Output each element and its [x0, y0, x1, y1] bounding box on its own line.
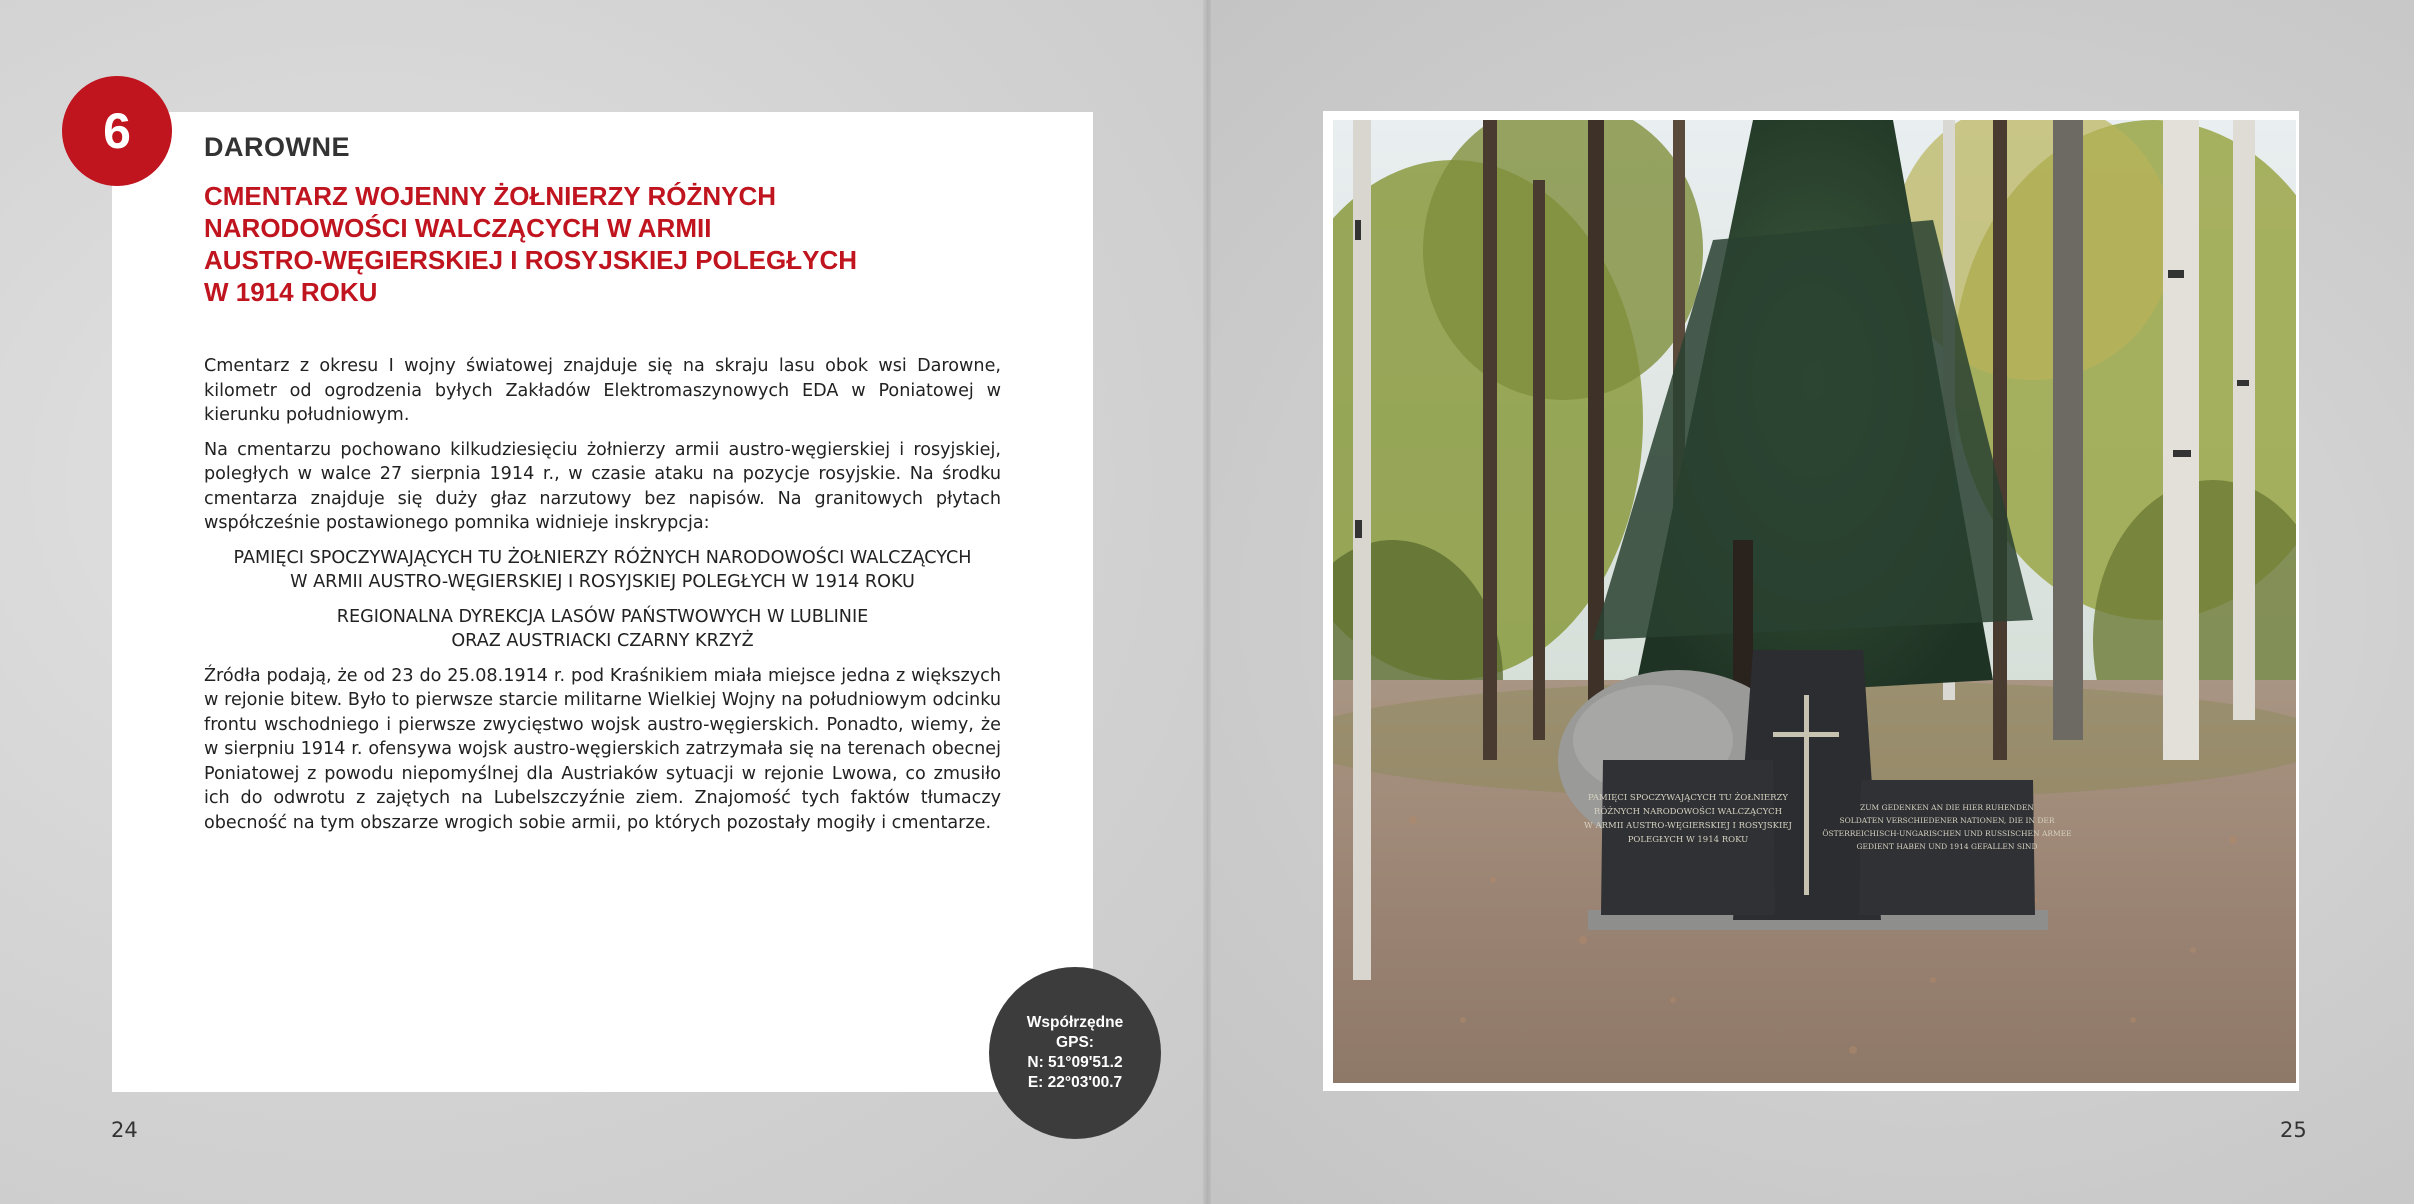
plaque-left-line: PAMIĘCI SPOCZYWAJĄCYCH TU ŻOŁNIERZY: [1587, 793, 1789, 803]
paragraph: Na cmentarzu pochowano kilkudziesięciu żołnierzy armii austro-węgierskiej i rosyjskiej, poległych w walce 27 sierpnia 1914 r., w czasie ataku na pozycje rosyjskie. Na środku cmentarza znajduje się duży głaz narzutowy bez napisów. Na granitowych płytach współcześnie postawionego pomnika widnieje inskrypcja:: [204, 439, 1001, 533]
page-title: [204, 180, 924, 308]
plaque-right-line: SOLDATEN VERSCHIEDENER NATIONEN, DIE IN DER: [1839, 816, 2055, 825]
inscription-line: ORAZ AUSTRIACKI CZARNY KRZYŻ: [451, 631, 754, 651]
inscription-line: W ARMII AUSTRO-WĘGIERSKIEJ I ROSYJSKIEJ POLEGŁYCH W 1914 ROKU: [290, 572, 915, 592]
gps-coordinates-badge: [989, 967, 1161, 1139]
plaque-right-line: ZUM GEDENKEN AN DIE HIER RUHENDEN: [1860, 803, 2034, 812]
inscription-polish: [204, 546, 1001, 595]
title-line: CMENTARZ WOJENNY ŻOŁNIERZY RÓŻNYCH: [204, 181, 777, 211]
page-number-right: 25: [2280, 1118, 2307, 1142]
site-number-badge: 6: [62, 76, 172, 186]
plaque-left-line: RÓŻNYCH NARODOWOŚCI WALCZĄCYCH: [1593, 807, 1783, 817]
inscription-line: REGIONALNA DYREKCJA LASÓW PAŃSTWOWYCH W LUBLINIE: [336, 606, 869, 627]
paragraph: Źródła podają, że od 23 do 25.08.1914 r. pod Kraśnikiem miała miejsce jedna z większych w rejonie bitew. Było to pierwsze starcie militarne Wielkiej Wojny na południowym odcinku frontu wschodniego i pierwsze zwycięstwo wojsk austro-węgierskich. Ponadto, wiemy, że w sierpniu 1914 r. ofensywa wojsk austro-węgierskich zatrzymała się na terenach obecnej Poniatowej z powodu niepomyślnej dla Austriaków sytuacji w rejonie Lwowa, co zmusiło ich do odwrotu z zajętych na Lubelszczyźnie ziem. Znajomość tych faktów tłumaczy obecność na tym obszarze wrogich sobie armii, po których pozostały mogiły i cmentarze.: [204, 665, 1001, 833]
article-body: [204, 354, 1001, 845]
forest-photo-illustration: [1333, 120, 2296, 1083]
page-number-left: 24: [111, 1118, 138, 1142]
paragraph: Cmentarz z okresu I wojny światowej znajduje się na skraju lasu obok wsi Darowne, kilometr od ogrodzenia byłych Zakładów Elektromaszynowych EDA w Poniatowej w kierunku południowym.: [204, 356, 1001, 425]
book-gutter: [1203, 0, 1211, 1204]
inscription-authors: [204, 605, 1001, 654]
gps-label: Współrzędne: [1026, 1014, 1124, 1031]
plaque-right-line: GEDIENT HABEN UND 1914 GEFALLEN SIND: [1856, 842, 2038, 851]
plaque-left-line: POLEGŁYCH W 1914 ROKU: [1627, 835, 1749, 845]
plaque-left-line: W ARMII AUSTRO-WĘGIERSKIEJ I ROSYJSKIEJ: [1584, 821, 1792, 831]
title-line: AUSTRO-WĘGIERSKIEJ I ROSYJSKIEJ POLEGŁYCH: [204, 245, 857, 275]
plaque-right-line: ÖSTERREICHISCH-UNGARISCHEN UND RUSSISCHEN ARMEE: [1822, 829, 2072, 838]
cemetery-photo: [1333, 120, 2296, 1083]
title-line: W 1914 ROKU: [204, 277, 378, 307]
gps-east: E: 22°03'00.7: [1027, 1074, 1123, 1091]
gps-north: N: 51°09'51.2: [1027, 1054, 1123, 1071]
inscription-line: PAMIĘCI SPOCZYWAJĄCYCH TU ŻOŁNIERZY RÓŻNYCH NARODOWOŚCI WALCZĄCYCH: [233, 547, 972, 568]
gps-label: GPS:: [1056, 1034, 1094, 1051]
location-heading: DAROWNE: [204, 132, 350, 162]
title-line: NARODOWOŚCI WALCZĄCYCH W ARMII: [204, 213, 712, 243]
